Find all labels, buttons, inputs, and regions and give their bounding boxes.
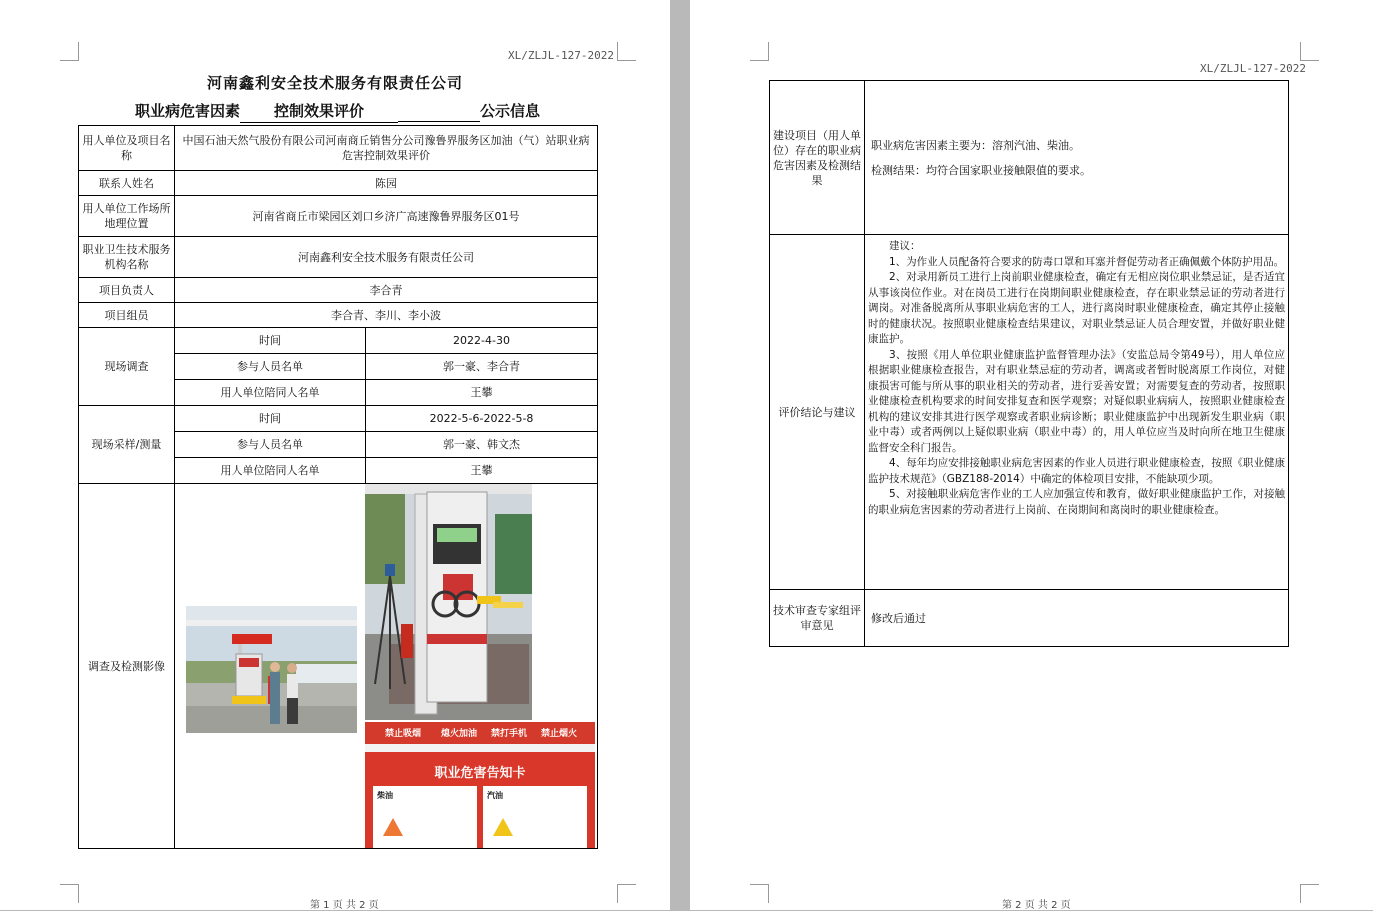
survey-escort-label: 用人单位陪同人名单 (175, 380, 366, 406)
title-suffix: 公示信息 (480, 102, 541, 120)
eval-item: 5、对接触职业病危害作业的工人应加强宣传和教育，做好职业健康监护工作，对接触的职业病危害因素的劳动者进行上岗前、在岗期间和离岗时的职业健康检查。 (868, 488, 1285, 516)
sampling-time-label: 时间 (175, 406, 366, 432)
evaluation-table (769, 80, 1289, 647)
eval-content (865, 235, 1289, 590)
hazard-factors: 职业病危害因素主要为：溶剂汽油、柴油。 (871, 138, 1080, 152)
sampling-label: 现场采样/测量 (79, 406, 175, 484)
margin-mark (750, 884, 769, 903)
page-gap (670, 0, 690, 910)
hazard-label: 建设项目（用人单位）存在的职业病危害因素及检测结果 (770, 81, 865, 235)
flammable-icon (383, 818, 403, 836)
contact-value: 陈园 (175, 171, 598, 196)
sampling-escort-value: 王攀 (366, 458, 598, 484)
review-value: 修改后通过 (865, 590, 1289, 647)
sampling-escort-label: 用人单位陪同人名单 (175, 458, 366, 484)
sign-no-phone: 禁打手机 (491, 729, 528, 739)
card-label-gasoline: 汽油 (487, 791, 503, 800)
title-blank: 控制效果评价 (240, 100, 398, 123)
card-label-diesel: 柴油 (377, 791, 393, 800)
members-value: 李合青、李川、李小波 (175, 303, 598, 328)
document-page-1 (0, 0, 670, 910)
title-blank-tail (398, 102, 480, 122)
members-label: 项目组员 (79, 303, 175, 328)
project-label: 用人单位及项目名称 (79, 126, 175, 171)
sign-engine-off: 熄火加油 (441, 729, 478, 739)
site-photo-staff (186, 606, 357, 733)
hazard-result: 检测结果：均符合国家职业接触限值的要求。 (871, 163, 1091, 177)
leader-label: 项目负责人 (79, 278, 175, 303)
contact-label: 联系人姓名 (79, 171, 175, 196)
page-footer: 第 1 页 共 2 页 (310, 900, 379, 911)
survey-time-label: 时间 (175, 328, 366, 354)
survey-label: 现场调查 (79, 328, 175, 406)
sampling-people-label: 参与人员名单 (175, 432, 366, 458)
margin-mark (617, 884, 636, 903)
hazard-cell (865, 81, 1289, 235)
page-footer: 第 2 页 共 2 页 (1002, 900, 1071, 911)
eval-item: 2、对录用新员工进行上岗前职业健康检查，确定有无相应岗位职业禁忌证，是否适宜从事该岗位作业。对在岗员工进行在岗期间职业健康检查，存在职业禁忌证的劳动者进行调岗。对准备脱离所从事职业病危害的工人，进行离岗时职业健康检查，确定其停止接触时的健康状况。按照职业健康检查结果建议，对职业禁忌证人员合理安置，并做好职业健康监护。 (868, 271, 1285, 345)
title-prefix: 职业病危害因素 (135, 102, 241, 120)
org-value: 河南鑫利安全技术服务有限责任公司 (175, 237, 598, 278)
sign-no-smoking: 禁止吸烟 (385, 729, 422, 739)
sampling-time-value: 2022-5-6-2022-5-8 (366, 406, 598, 432)
site-photo-hazard-card (365, 722, 595, 848)
document-title (135, 100, 540, 123)
eval-label: 评价结论与建议 (770, 235, 865, 590)
document-page-2 (690, 0, 1373, 910)
sampling-people-value: 郭一豪、韩文杰 (366, 432, 598, 458)
survey-escort-value: 王攀 (366, 380, 598, 406)
warning-icon (493, 818, 513, 836)
leader-value: 李合青 (175, 278, 598, 303)
eval-item: 1、为作业人员配备符合要求的防毒口罩和耳塞并督促劳动者正确佩戴个体防护用品。 (889, 255, 1285, 268)
survey-people-label: 参与人员名单 (175, 354, 366, 380)
hazard-card-panel-right (483, 786, 587, 848)
project-value: 中国石油天然气股份有限公司河南商丘销售分公司豫鲁界服务区加油（气）站职业病危害控制效果评价 (175, 126, 598, 171)
document-number: XL/ZLJL-127-2022 (508, 49, 614, 62)
margin-mark (750, 42, 769, 61)
margin-mark (1300, 42, 1319, 61)
margin-mark (60, 884, 79, 903)
margin-mark (617, 42, 636, 61)
images-label: 调查及检测影像 (79, 484, 175, 849)
review-label: 技术审查专家组评审意见 (770, 590, 865, 647)
eval-item: 3、按照《用人单位职业健康监护监督管理办法》（安监总局令第49号），用人单位应根据职业健康检查报告，对有职业禁忌症的劳动者，调离或者暂时脱离原工作岗位，对健康损害可能与所从事的职业相关的劳动者，进行妥善安置；对需要复查的劳动者，按照职业健康检查机构要求的时间安排复查和医学观察；对疑似职业病病人，按照职业健康检查机构的建议安排其进行医学观察或者职业病诊断；职业健康监护中出现新发生职业病（职业中毒）或者两例以上疑似职业病（职业中毒）的，用人单位应当及时向所在地卫生健康监督安全科门报告。 (868, 348, 1285, 454)
hazard-card-panel-left (373, 786, 477, 848)
survey-time-value: 2022-4-30 (366, 328, 598, 354)
org-label: 职业卫生技术服务机构名称 (79, 237, 175, 278)
address-label: 用人单位工作场所地理位置 (79, 196, 175, 237)
margin-mark (1300, 884, 1319, 903)
site-photo-sampling (365, 484, 532, 720)
address-value: 河南省商丘市梁园区刘口乡济广高速豫鲁界服务区01号 (175, 196, 598, 237)
margin-mark (60, 42, 79, 61)
hazard-card-title: 职业危害告知卡 (434, 766, 526, 781)
document-number: XL/ZLJL-127-2022 (1200, 62, 1306, 75)
company-title: 河南鑫利安全技术服务有限责任公司 (206, 74, 463, 92)
eval-item: 4、每年均应安排接触职业病危害因素的作业人员进行职业健康检查，按照《职业健康监护技术规范》（GBZ188-2014）中确定的体检项目安排，不能缺项少项。 (868, 457, 1285, 485)
eval-heading: 建议： (889, 240, 921, 252)
sign-no-fire: 禁止烟火 (541, 729, 578, 739)
survey-people-value: 郭一豪、李合青 (366, 354, 598, 380)
